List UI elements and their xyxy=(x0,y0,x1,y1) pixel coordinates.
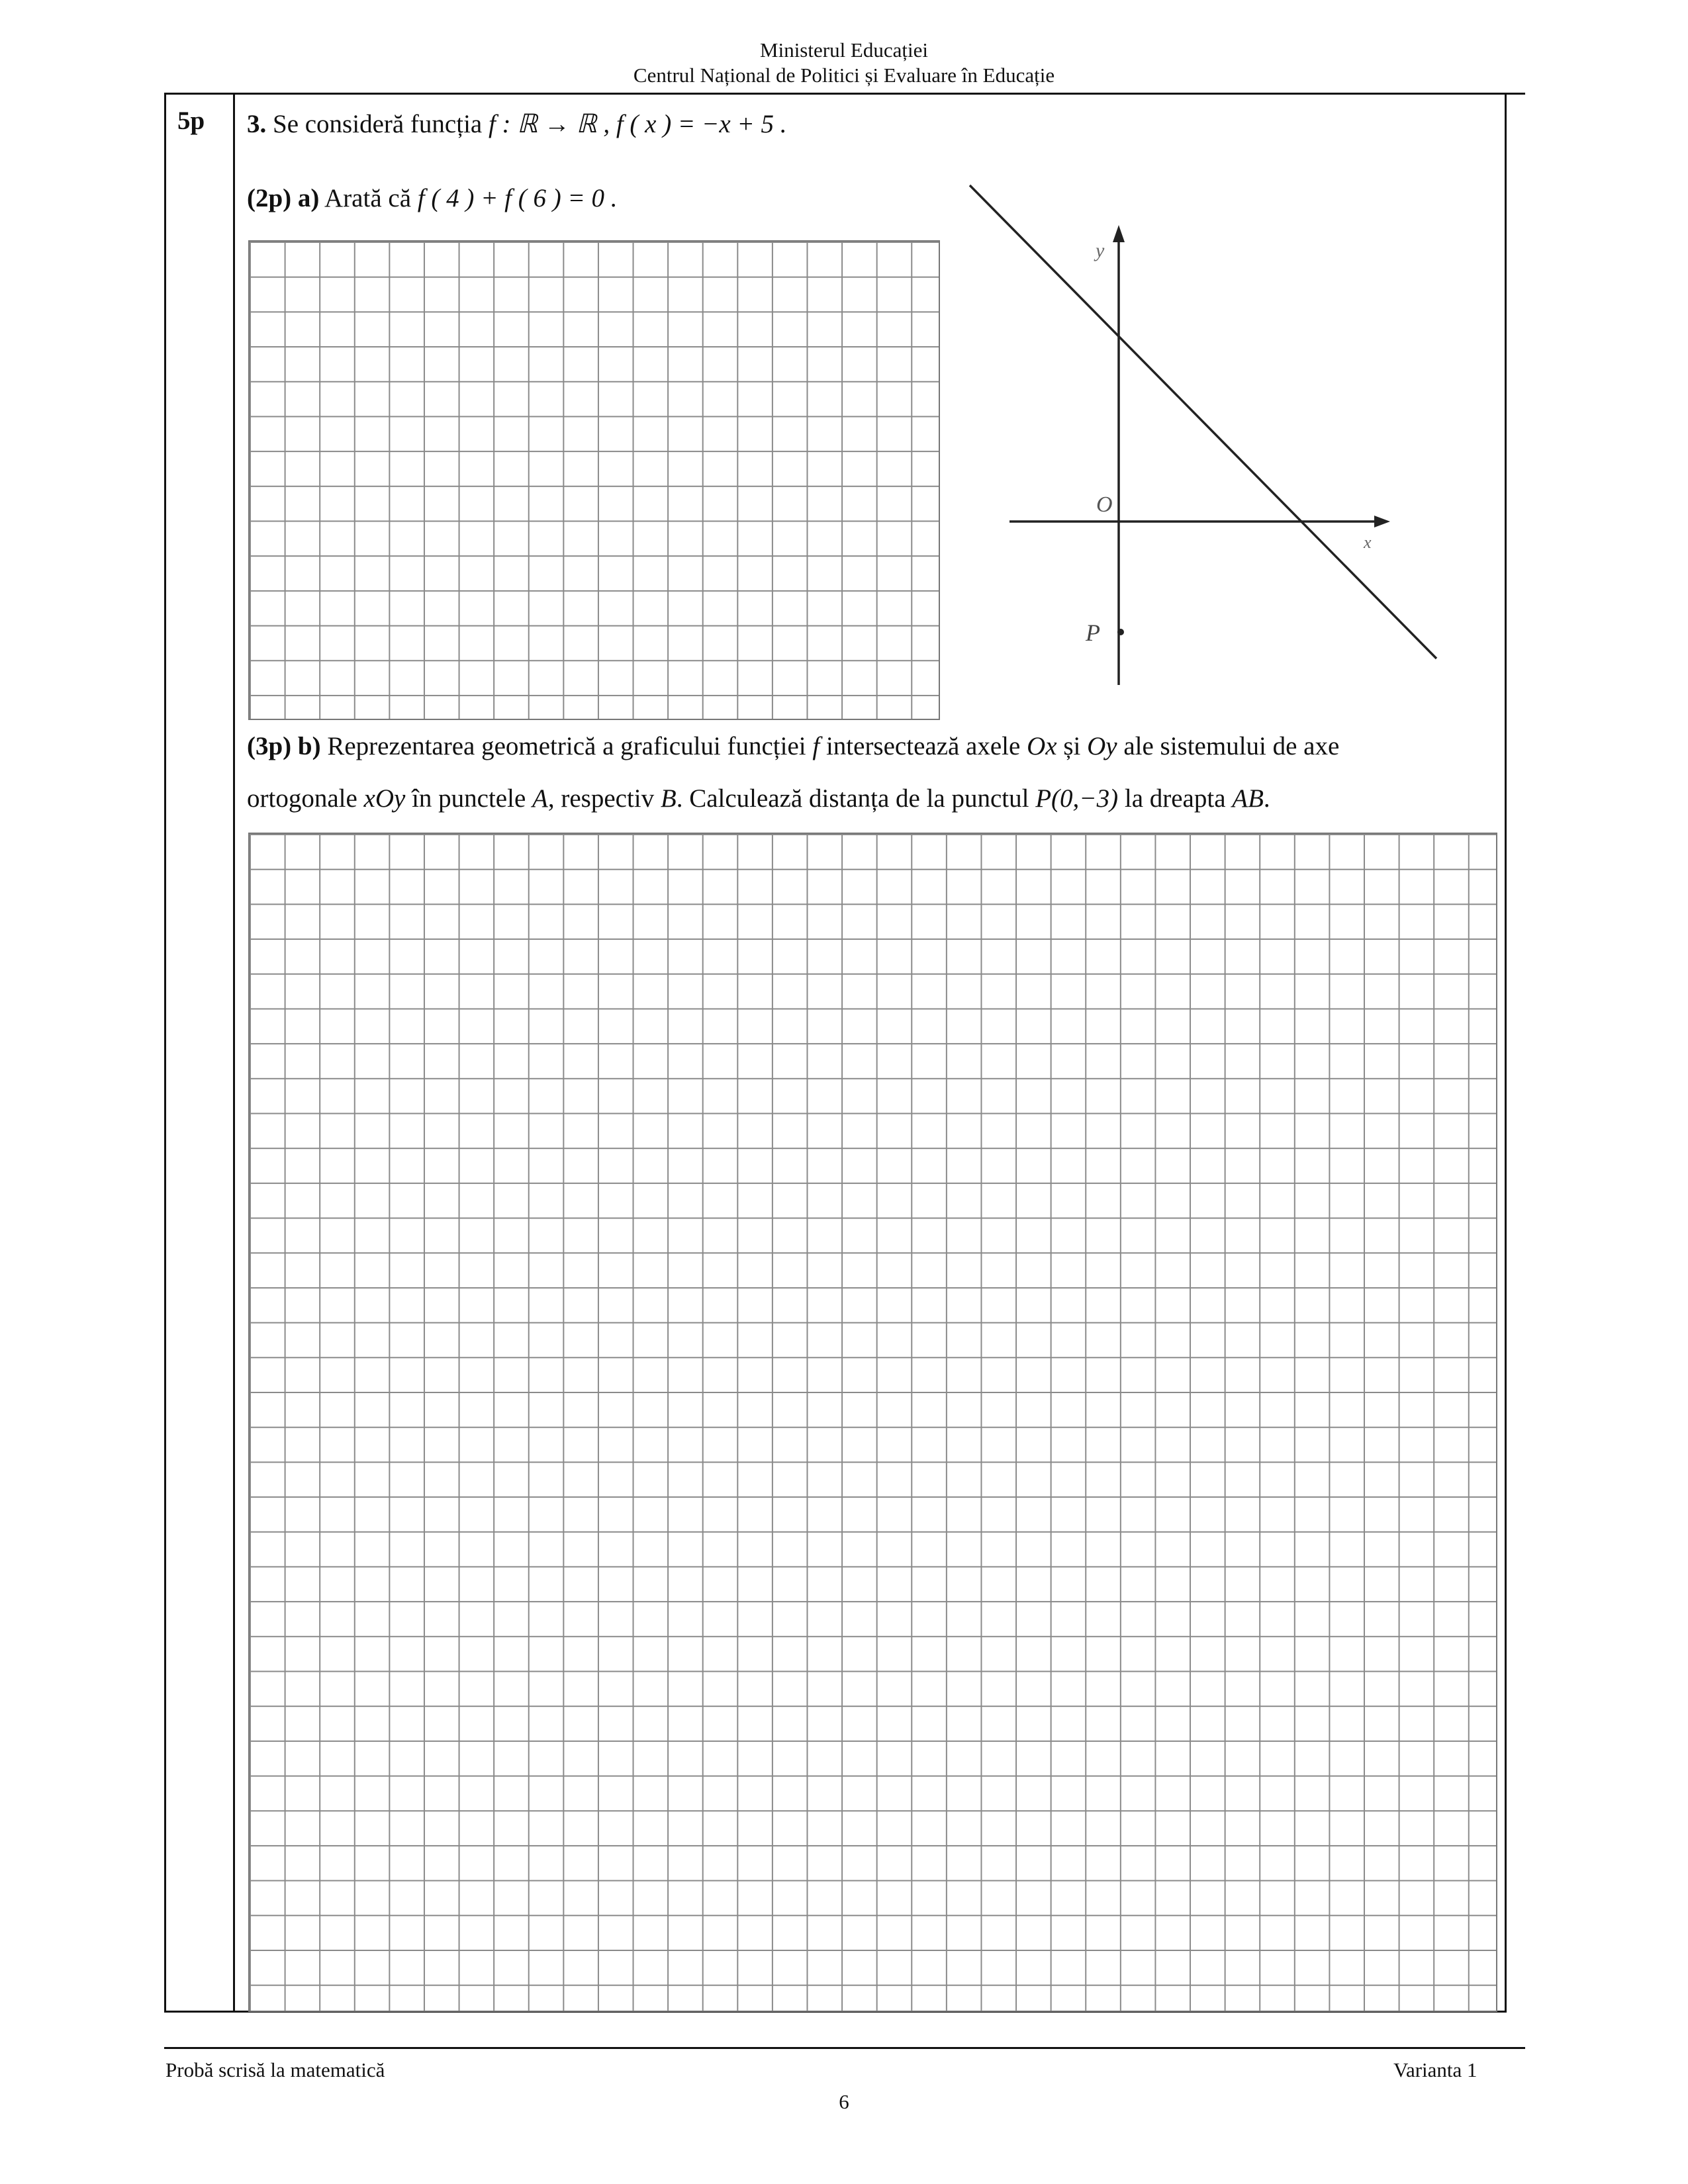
table-column-divider xyxy=(233,93,235,2012)
point-p-label: P xyxy=(1086,619,1100,646)
table-left-border xyxy=(164,93,166,2012)
part-b-la-dreapta: la dreapta xyxy=(1124,784,1226,813)
part-a-points: (2p) xyxy=(247,184,292,212)
part-a-formula: f ( 4 ) + f ( 6 ) = 0 . xyxy=(417,184,618,212)
header-ministry: Ministerul Educației xyxy=(760,38,928,62)
points-total: 5p xyxy=(177,107,205,135)
header-center: Centrul Național de Politici și Evaluare în Educație xyxy=(633,64,1055,87)
origin-label: O xyxy=(1096,492,1113,517)
problem-statement xyxy=(247,111,786,137)
part-b-b: B xyxy=(660,784,677,813)
part-b-letter: b) xyxy=(297,732,321,760)
part-b-ab: AB xyxy=(1232,784,1264,813)
part-a-letter: a) xyxy=(297,184,320,212)
part-b-points: (3p) xyxy=(247,732,292,760)
footer-left: Probă scrisă la matematică xyxy=(165,2058,385,2081)
problem-number: 3. xyxy=(247,110,267,138)
point-p-marker xyxy=(1117,629,1124,635)
function-graph-figure xyxy=(953,165,1456,695)
part-b-a: A xyxy=(532,784,548,813)
part-b-f: f xyxy=(812,732,820,760)
part-b-xoy: xOy xyxy=(363,784,406,813)
y-axis-label: y xyxy=(1096,240,1105,261)
part-b-text-2: ortogonale xyxy=(247,784,357,813)
part-b-line-1 xyxy=(247,733,1339,759)
x-axis-label: x xyxy=(1364,533,1372,552)
part-b-point-p: P(0,−3) xyxy=(1035,784,1119,813)
page-number: 6 xyxy=(839,2090,849,2113)
footer-rule xyxy=(164,2047,1525,2049)
part-a-statement xyxy=(247,185,618,211)
part-b-calc: . Calculează distanța de la punctul xyxy=(676,784,1029,813)
part-b-end-1: ale sistemului de axe xyxy=(1123,732,1340,760)
footer-right: Varianta 1 xyxy=(1393,2058,1477,2081)
part-b-ox: Ox xyxy=(1027,732,1057,760)
x-axis-arrow xyxy=(1374,516,1390,527)
part-b-mid: intersectează axele xyxy=(825,732,1021,760)
answer-grid-a[interactable] xyxy=(248,240,940,720)
part-b-period: . xyxy=(1263,784,1270,813)
part-b-si: și xyxy=(1063,732,1081,760)
graph-line xyxy=(970,185,1436,659)
y-axis-arrow xyxy=(1113,225,1125,242)
function-definition: f : ℝ → ℝ , f ( x ) = −x + 5 . xyxy=(488,110,787,138)
part-a-text: Arată că xyxy=(324,184,412,212)
problem-intro: Se consideră funcția xyxy=(273,110,483,138)
part-b-in-puncte: în punctele xyxy=(412,784,526,813)
answer-grid-b[interactable] xyxy=(248,833,1497,2012)
part-b-text-1: Reprezentarea geometrică a graficului funcției xyxy=(327,732,806,760)
table-top-rule xyxy=(164,93,1525,95)
part-b-line-2 xyxy=(247,786,1270,811)
table-right-border xyxy=(1505,93,1507,2012)
part-b-oy: Oy xyxy=(1087,732,1117,760)
part-b-respectiv: , respectiv xyxy=(547,784,655,813)
